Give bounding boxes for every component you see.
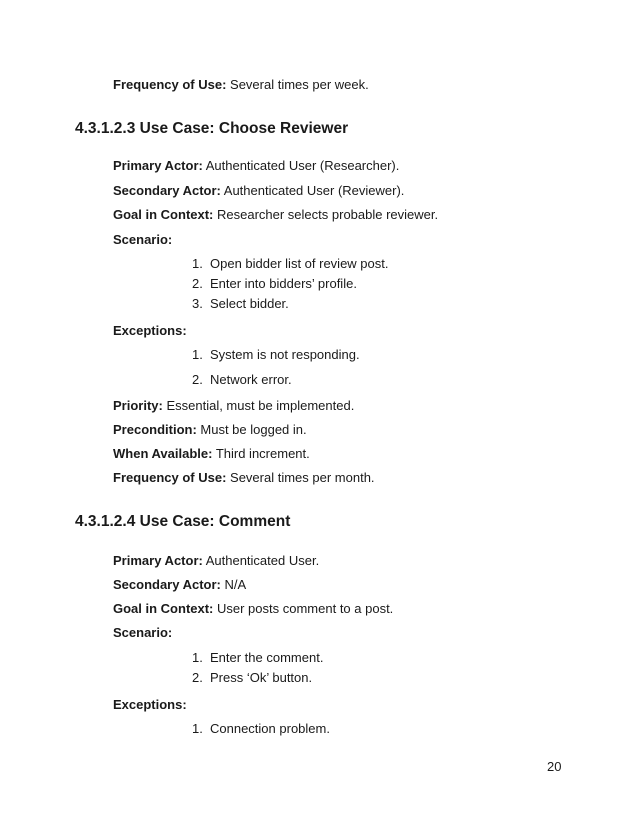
list-text: Connection problem. bbox=[210, 721, 330, 736]
list-number: 2. bbox=[192, 372, 203, 387]
list-number: 1. bbox=[192, 650, 203, 665]
field-label: When Available: bbox=[113, 446, 213, 461]
scenario-step bbox=[192, 256, 388, 272]
exception-item bbox=[192, 721, 330, 737]
field-value: Authenticated User (Researcher). bbox=[202, 158, 400, 173]
goal-in-context-line bbox=[113, 601, 393, 617]
field-value: Authenticated User (Reviewer). bbox=[220, 183, 405, 198]
when-available-line bbox=[113, 446, 310, 462]
field-label: Goal in Context: bbox=[113, 601, 214, 616]
scenario-step bbox=[192, 650, 323, 666]
field-label: Primary Actor: bbox=[113, 158, 203, 173]
field-label: Secondary Actor: bbox=[113, 183, 221, 198]
goal-in-context-line bbox=[113, 207, 438, 223]
field-value: N/A bbox=[220, 577, 247, 592]
frequency-of-use-line bbox=[113, 470, 375, 486]
list-number: 2. bbox=[192, 276, 203, 291]
field-value: User posts comment to a post. bbox=[213, 601, 394, 616]
section-heading-comment: 4.3.1.2.4 Use Case: Comment bbox=[75, 513, 291, 530]
frequency-of-use-line bbox=[113, 77, 369, 93]
scenario-label: Scenario: bbox=[113, 232, 173, 247]
field-label: Primary Actor: bbox=[113, 553, 203, 568]
list-number: 3. bbox=[192, 296, 203, 311]
list-text: Press ‘Ok’ button. bbox=[210, 670, 313, 685]
field-label: Frequency of Use: bbox=[113, 470, 227, 485]
list-text: Enter into bidders’ profile. bbox=[210, 276, 357, 291]
field-value: Essential, must be implemented. bbox=[162, 398, 355, 413]
list-number: 2. bbox=[192, 670, 203, 685]
section-heading-choose-reviewer: 4.3.1.2.3 Use Case: Choose Reviewer bbox=[75, 120, 349, 137]
list-text: Open bidder list of review post. bbox=[210, 256, 389, 271]
exception-item bbox=[192, 372, 292, 388]
list-text: Network error. bbox=[210, 372, 292, 387]
secondary-actor-line bbox=[113, 183, 404, 199]
precondition-line bbox=[113, 422, 307, 438]
list-number: 1. bbox=[192, 721, 203, 736]
field-value: Several times per month. bbox=[226, 470, 375, 485]
priority-line bbox=[113, 398, 354, 414]
scenario-label: Scenario: bbox=[113, 625, 173, 640]
field-label: Priority: bbox=[113, 398, 163, 413]
field-value: Must be logged in. bbox=[196, 422, 307, 437]
primary-actor-line bbox=[113, 553, 319, 569]
field-label: Precondition: bbox=[113, 422, 197, 437]
page-number: 20 bbox=[547, 759, 562, 774]
field-label: Frequency of Use: bbox=[113, 77, 227, 92]
secondary-actor-line bbox=[113, 577, 246, 593]
scenario-step bbox=[192, 276, 357, 292]
scenario-step bbox=[192, 670, 312, 686]
field-label: Goal in Context: bbox=[113, 207, 214, 222]
scenario-step bbox=[192, 296, 289, 312]
field-value: Several times per week. bbox=[226, 77, 369, 92]
list-text: System is not responding. bbox=[210, 347, 360, 362]
list-number: 1. bbox=[192, 347, 203, 362]
primary-actor-line bbox=[113, 158, 399, 174]
list-number: 1. bbox=[192, 256, 203, 271]
exceptions-label: Exceptions: bbox=[113, 323, 187, 338]
exceptions-label: Exceptions: bbox=[113, 697, 187, 712]
field-value: Researcher selects probable reviewer. bbox=[213, 207, 439, 222]
list-text: Enter the comment. bbox=[210, 650, 324, 665]
field-value: Authenticated User. bbox=[202, 553, 320, 568]
field-label: Secondary Actor: bbox=[113, 577, 221, 592]
list-text: Select bidder. bbox=[210, 296, 289, 311]
field-value: Third increment. bbox=[212, 446, 310, 461]
exception-item bbox=[192, 347, 360, 363]
